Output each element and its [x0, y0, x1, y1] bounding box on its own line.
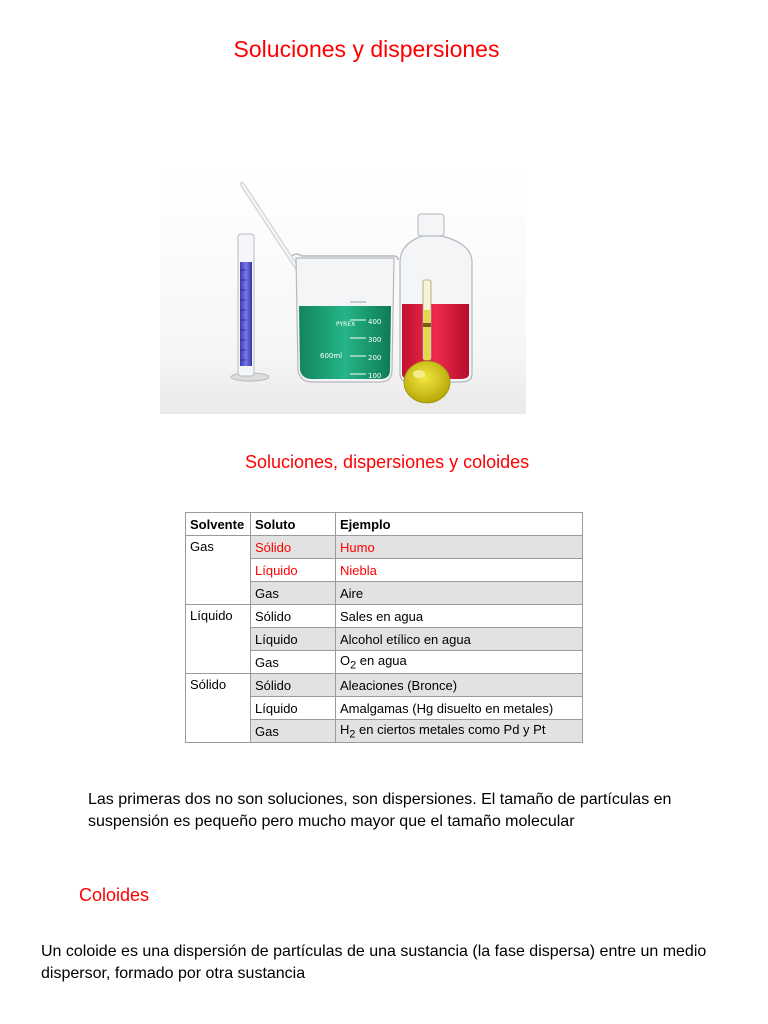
table-header-row	[186, 513, 583, 536]
formula-subscript: 2	[350, 659, 357, 672]
table-row	[186, 536, 583, 559]
solvente-cell: Sólido	[186, 674, 251, 743]
soluto-cell: Líquido	[251, 628, 336, 651]
solvente-cell: Líquido	[186, 605, 251, 674]
section-subtitle: Soluciones, dispersiones y coloides	[245, 452, 530, 472]
lab-glassware-photo	[160, 170, 526, 414]
ejemplo-cell: Humo	[336, 536, 583, 559]
ejemplo-cell	[336, 651, 583, 674]
dispersions-paragraph: Las primeras dos no son soluciones, son dispersiones. El tamaño de partículas en suspensión es pequeño pero mucho mayor que el tamaño molecular	[88, 791, 672, 830]
formula-subscript: 2	[349, 728, 356, 741]
coloides-heading: Coloides	[79, 885, 150, 905]
beaker-volume-label: 600ml	[320, 352, 343, 360]
beaker-brand-label: PYREX	[336, 321, 356, 328]
soluto-cell: Gas	[251, 582, 336, 605]
table-row	[186, 674, 583, 697]
soluto-cell: Gas	[251, 651, 336, 674]
formula-symbol: H	[340, 721, 350, 737]
soluto-cell: Líquido	[251, 697, 336, 720]
solutions-table	[185, 512, 583, 743]
soluto-cell: Sólido	[251, 536, 336, 559]
page-title: Soluciones y dispersiones	[233, 36, 500, 62]
table-row	[186, 605, 583, 628]
ejemplo-cell: Niebla	[336, 559, 583, 582]
ejemplo-cell: Aire	[336, 582, 583, 605]
soluto-cell: Gas	[251, 720, 336, 743]
beaker-mark-300: 300	[368, 336, 382, 344]
beaker	[292, 254, 398, 382]
header-soluto: Soluto	[251, 513, 336, 536]
ejemplo-cell	[336, 720, 583, 743]
header-ejemplo: Ejemplo	[336, 513, 583, 536]
ejemplo-cell: Amalgamas (Hg disuelto en metales)	[336, 697, 583, 720]
beaker-mark-400: 400	[368, 318, 382, 326]
flask-liquid	[404, 361, 450, 403]
colloid-definition-paragraph: Un coloide es una dispersión de partículas de una sustancia (la fase dispersa) entre un medio dispersor, formado por otra sustancia	[41, 943, 707, 982]
formula-text: en agua	[356, 652, 407, 668]
ejemplo-cell: Aleaciones (Bronce)	[336, 674, 583, 697]
beaker-mark-200: 200	[368, 354, 382, 362]
soluto-cell: Sólido	[251, 674, 336, 697]
ejemplo-cell: Sales en agua	[336, 605, 583, 628]
formula-symbol: O	[340, 652, 351, 668]
soluto-cell: Líquido	[251, 559, 336, 582]
formula-text: en ciertos metales como Pd y Pt	[355, 721, 546, 737]
ejemplo-cell: Alcohol etílico en agua	[336, 628, 583, 651]
beaker-mark-100: 100	[368, 372, 382, 380]
solvente-cell: Gas	[186, 536, 251, 605]
soluto-cell: Sólido	[251, 605, 336, 628]
header-solvente: Solvente	[186, 513, 251, 536]
